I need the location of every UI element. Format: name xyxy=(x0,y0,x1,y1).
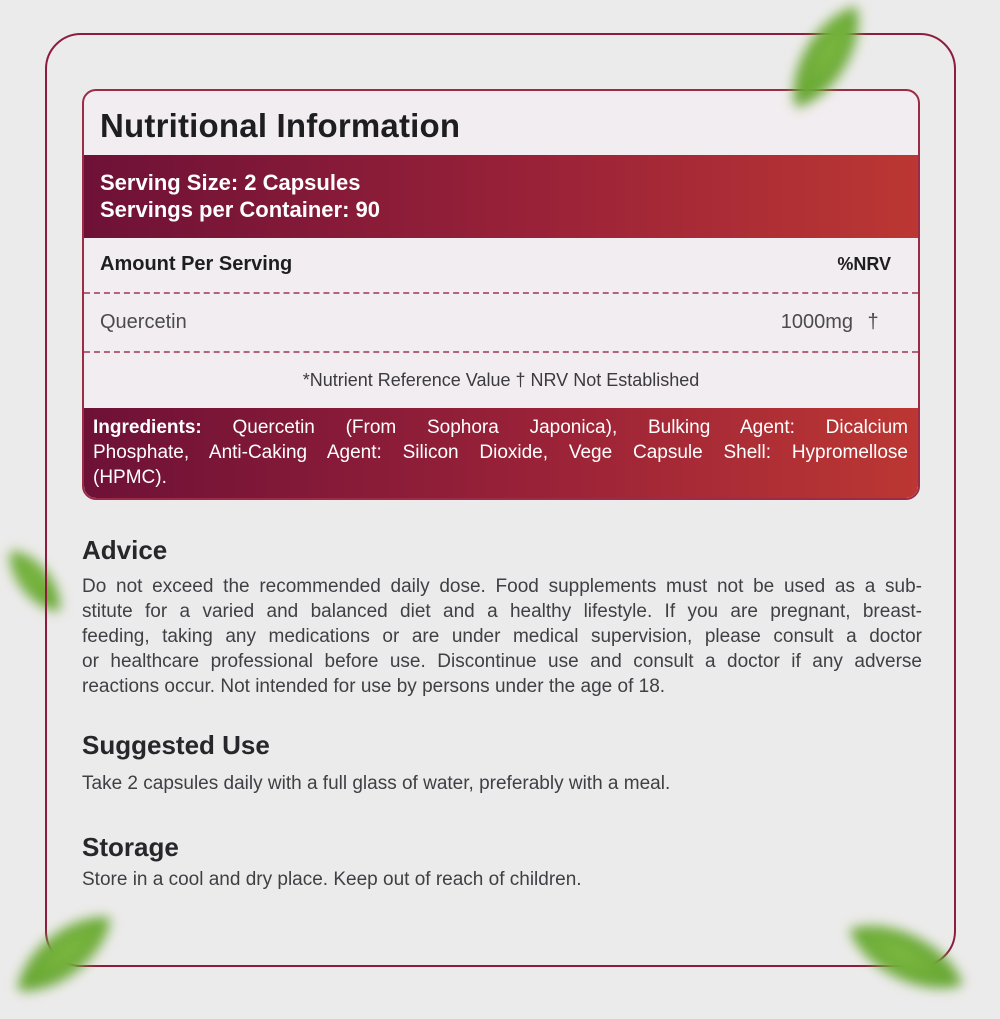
advice-line: or healthcare professional before use. Discontinue use and consult a doctor if any adverse xyxy=(82,651,922,672)
ingredients-bar xyxy=(84,408,918,498)
suggested-use-section xyxy=(82,730,922,796)
storage-heading: Storage xyxy=(82,832,179,862)
nrv-header: %NRV xyxy=(837,254,891,275)
advice-paragraph xyxy=(82,574,922,699)
advice-line: feeding, taking any medications or are under medical supervision, please consult a doctor xyxy=(82,626,922,647)
serving-size: Serving Size: 2 Capsules xyxy=(100,170,361,196)
suggested-use-text: Take 2 capsules daily with a full glass of water, preferably with a meal. xyxy=(82,773,671,794)
serving-banner xyxy=(84,155,918,238)
advice-section xyxy=(82,535,922,699)
advice-line: stitute for a varied and balanced diet and a healthy lifestyle. If you are pregnant, breast- xyxy=(82,601,922,622)
table-header xyxy=(84,238,918,292)
advice-line: Do not exceed the recommended daily dose. Food supplements must not be used as a sub- xyxy=(82,576,922,597)
ingredients-line: Phosphate, Anti-Caking Agent: Silicon Dioxide, Vege Capsule Shell: Hypromellose xyxy=(93,442,908,463)
advice-heading: Advice xyxy=(82,535,168,565)
ingredients-line xyxy=(93,415,908,440)
ingredients-line1-text: Quercetin (From Sophora Japonica), Bulking Agent: Dicalcium xyxy=(232,417,908,438)
nutrition-panel xyxy=(82,89,920,500)
nrv-footnote: *Nutrient Reference Value † NRV Not Established xyxy=(302,370,700,391)
nutrient-nrv-dagger: † xyxy=(867,311,879,334)
ingredients-line: (HPMC). xyxy=(93,467,167,488)
storage-section xyxy=(82,832,922,892)
ingredients-label: Ingredients: xyxy=(93,417,202,438)
table-row xyxy=(84,294,918,352)
nutrient-amount: 1000mg xyxy=(780,311,853,334)
nutrient-name: Quercetin xyxy=(100,311,187,334)
servings-per-container: Servings per Container: 90 xyxy=(100,197,380,223)
advice-line: reactions occur. Not intended for use by persons under the age of 18. xyxy=(82,676,666,697)
panel-title: Nutritional Information xyxy=(100,106,461,144)
amount-per-serving-header: Amount Per Serving xyxy=(100,253,293,276)
suggested-use-heading: Suggested Use xyxy=(82,730,270,760)
storage-text: Store in a cool and dry place. Keep out of reach of children. xyxy=(82,869,582,890)
